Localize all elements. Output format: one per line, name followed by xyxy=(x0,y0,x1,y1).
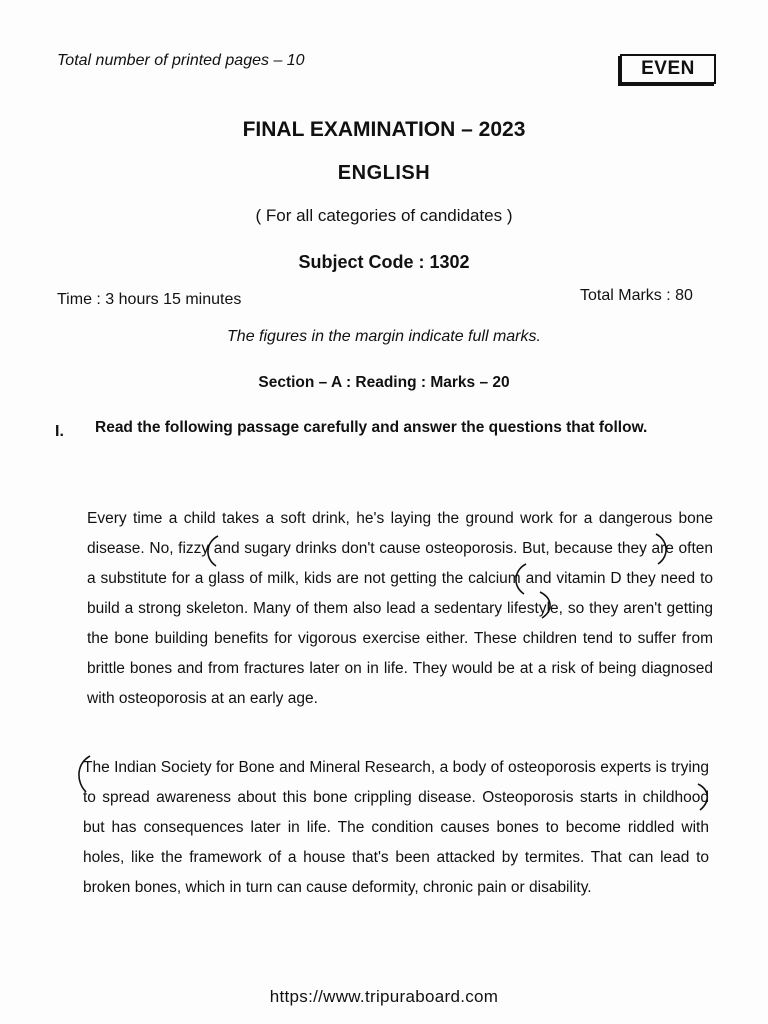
subject-code: Subject Code : 1302 xyxy=(298,252,470,272)
subject-title: ENGLISH xyxy=(337,162,431,184)
exam-duration: Time : 3 hours 15 minutes xyxy=(57,291,242,308)
set-badge: EVEN xyxy=(620,54,716,84)
passage-paragraph: The Indian Society for Bone and Mineral Research, a body of osteoporosis experts is trying to spread awareness about this bone crippling disease. Osteoporosis starts in childhood but has consequences later in life. The condition causes bones to become riddled with holes, like the framework of a house that's been attacked by termites. That can lead to broken bones, which in turn can cause deformity, chronic pain or disability. xyxy=(83,759,709,896)
total-marks: Total Marks : 80 xyxy=(580,287,693,304)
candidate-categories: ( For all categories of candidates ) xyxy=(255,206,513,225)
question-instruction: Read the following passage carefully and answer the questions that follow. xyxy=(95,419,648,436)
question-number: I. xyxy=(55,423,64,440)
section-heading: Section – A : Reading : Marks – 20 xyxy=(258,374,510,391)
passage-paragraph: Every time a child takes a soft drink, he's laying the ground work for a dangerous bone disease. No, fizzy and sugary drinks don't cause osteoporosis. But, because they are often a substitute for a glass of milk, kids are not getting the calcium and vitamin D they need to build a strong skeleton. Many of them also lead a sedentary lifestyle, so they aren't getting the bone building benefits for vigorous exercise either. These children tend to suffer from brittle bones and from fractures later on in life. They would be at a risk of being diagnosed with osteoporosis at an early age. xyxy=(87,510,713,707)
printed-pages-note: Total number of printed pages – 10 xyxy=(57,52,305,69)
source-url: https://www.tripuraboard.com xyxy=(269,987,499,1006)
margin-marks-note: The figures in the margin indicate full marks. xyxy=(227,328,541,345)
exam-title: FINAL EXAMINATION – 2023 xyxy=(242,118,526,141)
